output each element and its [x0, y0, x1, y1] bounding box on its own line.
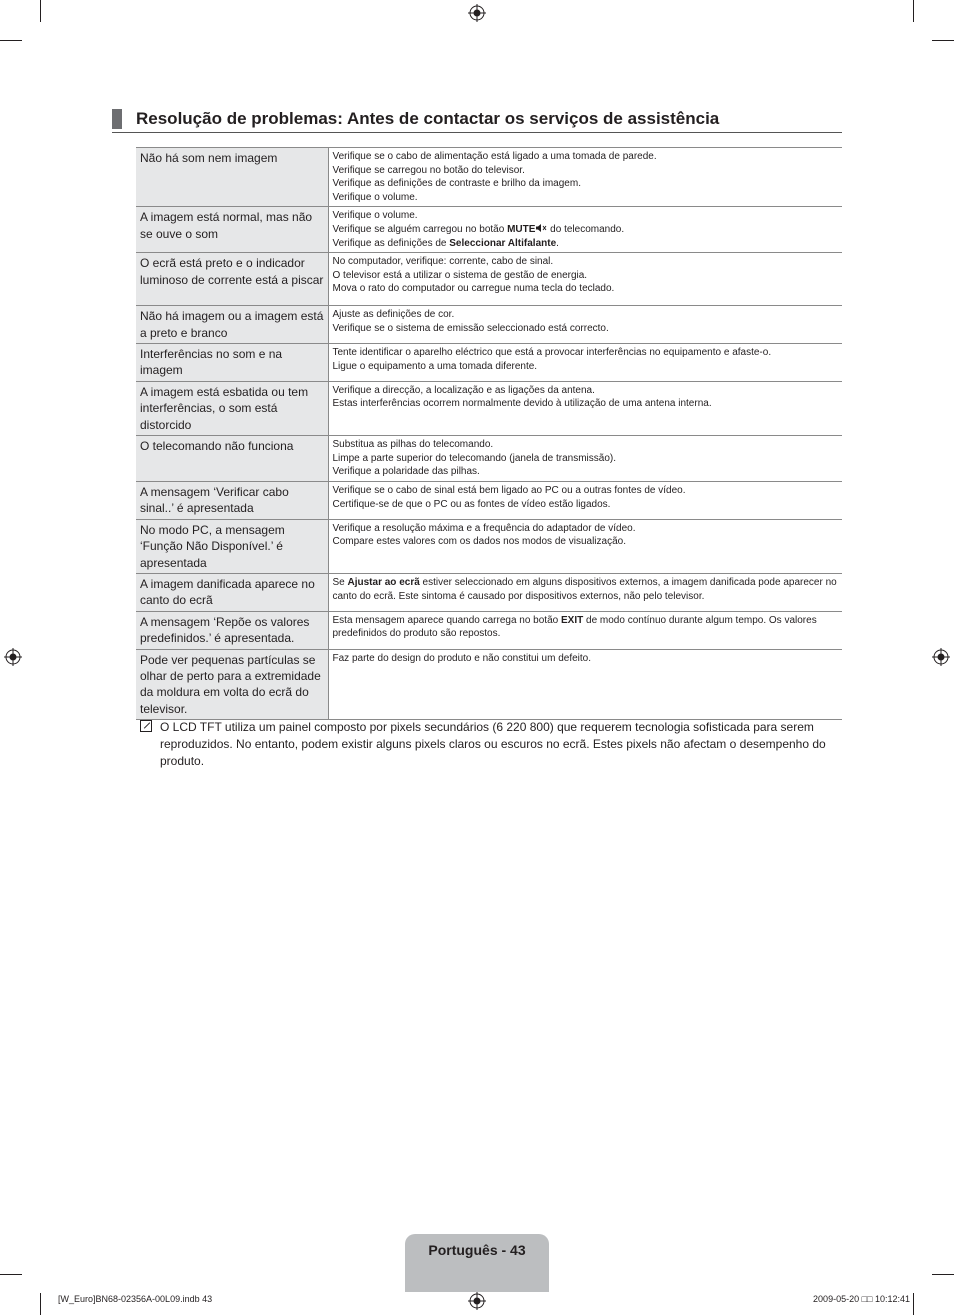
crop-mark: [0, 1274, 22, 1275]
problem-cell: Interferências no som e na imagem: [136, 343, 328, 381]
solution-line: Estas interferências ocorrem normalmente devido à utilização de uma antena interna.: [332, 398, 712, 410]
troubleshooting-table: [136, 147, 842, 720]
solution-cell: [328, 482, 842, 520]
note-icon: [140, 720, 152, 732]
problem-cell: A mensagem ‘Repõe os valores predefinidos.’ é apresentada.: [136, 611, 328, 649]
problem-cell: Não há som nem imagem: [136, 148, 328, 207]
table-row: [136, 306, 842, 344]
solution-line: Verifique as definições de contraste e brilho da imagem.: [332, 178, 581, 190]
table-row: [136, 207, 842, 253]
solution-line: No computador, verifique: corrente, cabo de sinal.: [332, 256, 554, 268]
crop-mark: [913, 1293, 914, 1315]
solution-line: Ajuste as definições de cor.: [332, 309, 455, 321]
mute-label: MUTE: [507, 223, 536, 235]
solution-cell: [328, 148, 842, 207]
solution-line: O televisor está a utilizar o sistema de gestão de energia.: [332, 269, 588, 281]
table-row: [136, 574, 842, 612]
title-bar-decoration: [112, 109, 122, 129]
solution-line: Compare estes valores com os dados nos modos de visualização.: [332, 536, 626, 548]
registration-mark-icon: [932, 648, 950, 666]
crop-mark: [0, 40, 22, 41]
table-row: [136, 381, 842, 435]
problem-cell: Pode ver pequenas partículas se olhar de perto para a extremidade da moldura em volta do ecrã do televisor.: [136, 649, 328, 720]
file-info: [W_Euro]BN68-02356A-00L09.indb 43: [58, 1294, 213, 1304]
problem-cell: No modo PC, a mensagem ‘Função Não Disponível.’ é apresentada: [136, 519, 328, 573]
solution-cell: [328, 253, 842, 306]
solution-line: Limpe a parte superior do telecomando (janela de transmissão).: [332, 452, 616, 464]
solution-line: Verifique a direcção, a localização e as ligações da antena.: [332, 384, 595, 396]
registration-mark-icon: [468, 4, 486, 22]
solution-cell: [328, 207, 842, 253]
solution-line: Verifique a polaridade das pilhas.: [332, 466, 480, 478]
problem-cell: A imagem está normal, mas não se ouve o som: [136, 207, 328, 253]
crop-mark: [40, 1293, 41, 1315]
solution-line: Verifique a resolução máxima e a frequência do adaptador de vídeo.: [332, 522, 636, 534]
note-block: [140, 719, 840, 770]
solution-cell: [328, 436, 842, 482]
table-row: [136, 343, 842, 381]
crop-mark: [913, 0, 914, 22]
crop-mark: [932, 40, 954, 41]
registration-mark-icon: [468, 1292, 486, 1310]
solution-cell: [328, 611, 842, 649]
page-number-tab: [405, 1234, 549, 1292]
mute-speaker-icon: [535, 223, 547, 233]
page-number: Português - 43: [428, 1242, 526, 1258]
solution-line: Verifique se o sistema de emissão seleccionado está correcto.: [332, 322, 609, 334]
solution-line: Ligue o equipamento a uma tomada diferente.: [332, 360, 538, 372]
solution-cell: [328, 649, 842, 720]
solution-line: Tente identificar o aparelho eléctrico que está a provocar interferências no equipamento e afaste-o.: [332, 346, 772, 358]
print-timestamp: 2009-05-20 □□ 10:12:41: [813, 1294, 910, 1304]
solution-cell: [328, 306, 842, 344]
table-row: [136, 253, 842, 306]
table-row: [136, 148, 842, 207]
solution-line: Verifique as definições de Seleccionar Altifalante.: [332, 237, 559, 249]
solution-line: Esta mensagem aparece quando carrega no botão EXIT de modo contínuo durante algum tempo. Os valores predefinidos do produto são repostos.: [332, 614, 817, 640]
solution-line: Mova o rato do computador ou carregue numa tecla do teclado.: [332, 283, 615, 295]
problem-cell: A mensagem ‘Verificar cabo sinal..’ é apresentada: [136, 482, 328, 520]
crop-mark: [932, 1274, 954, 1275]
solution-line: Verifique se carregou no botão do televisor.: [332, 164, 525, 176]
solution-line: Verifique o volume.: [332, 210, 418, 222]
table-row: [136, 611, 842, 649]
note-text: O LCD TFT utiliza um painel composto por pixels secundários (6 220 800) que requerem tecnologia sofisticada para serem reproduzidos. No entanto, podem existir alguns pixels claros ou escuros no ecrã. Estes pixels não afectam o desempenho do produto.: [160, 720, 826, 768]
table-row: [136, 519, 842, 573]
solution-cell: [328, 343, 842, 381]
problem-cell: O telecomando não funciona: [136, 436, 328, 482]
solution-line: Verifique se o cabo de sinal está bem ligado ao PC ou a outras fontes de vídeo.: [332, 485, 686, 496]
solution-cell: [328, 574, 842, 612]
solution-line: Verifique se o cabo de alimentação está ligado a uma tomada de parede.: [332, 151, 657, 162]
solution-line: Se Ajustar ao ecrã estiver seleccionado em alguns dispositivos externos, a imagem danificada pode aparecer no canto do ecrã. Este sintoma é causado por dispositivos externos, não pelo televisor.: [332, 577, 837, 602]
solution-cell: [328, 519, 842, 573]
table-row: [136, 649, 842, 720]
problem-cell: A imagem danificada aparece no canto do ecrã: [136, 574, 328, 612]
registration-mark-icon: [4, 648, 22, 666]
table-row: [136, 436, 842, 482]
solution-line: Verifique se alguém carregou no botão MUTE do telecomando.: [332, 223, 625, 235]
solution-line: Verifique o volume.: [332, 191, 418, 203]
table-row: [136, 482, 842, 520]
solution-line: Faz parte do design do produto e não constitui um defeito.: [332, 652, 592, 664]
problem-cell: A imagem está esbatida ou tem interferências, o som está distorcido: [136, 381, 328, 435]
section-header: [112, 108, 842, 133]
solution-line: Certifique-se de que o PC ou as fontes de vídeo estão ligados.: [332, 498, 611, 510]
problem-cell: O ecrã está preto e o indicador luminoso de corrente está a piscar: [136, 253, 328, 306]
solution-cell: [328, 381, 842, 435]
crop-mark: [40, 0, 41, 22]
solution-line: Substitua as pilhas do telecomando.: [332, 439, 494, 450]
problem-cell: Não há imagem ou a imagem está a preto e branco: [136, 306, 328, 344]
page-title: Resolução de problemas: Antes de contactar os serviços de assistência: [136, 109, 720, 128]
